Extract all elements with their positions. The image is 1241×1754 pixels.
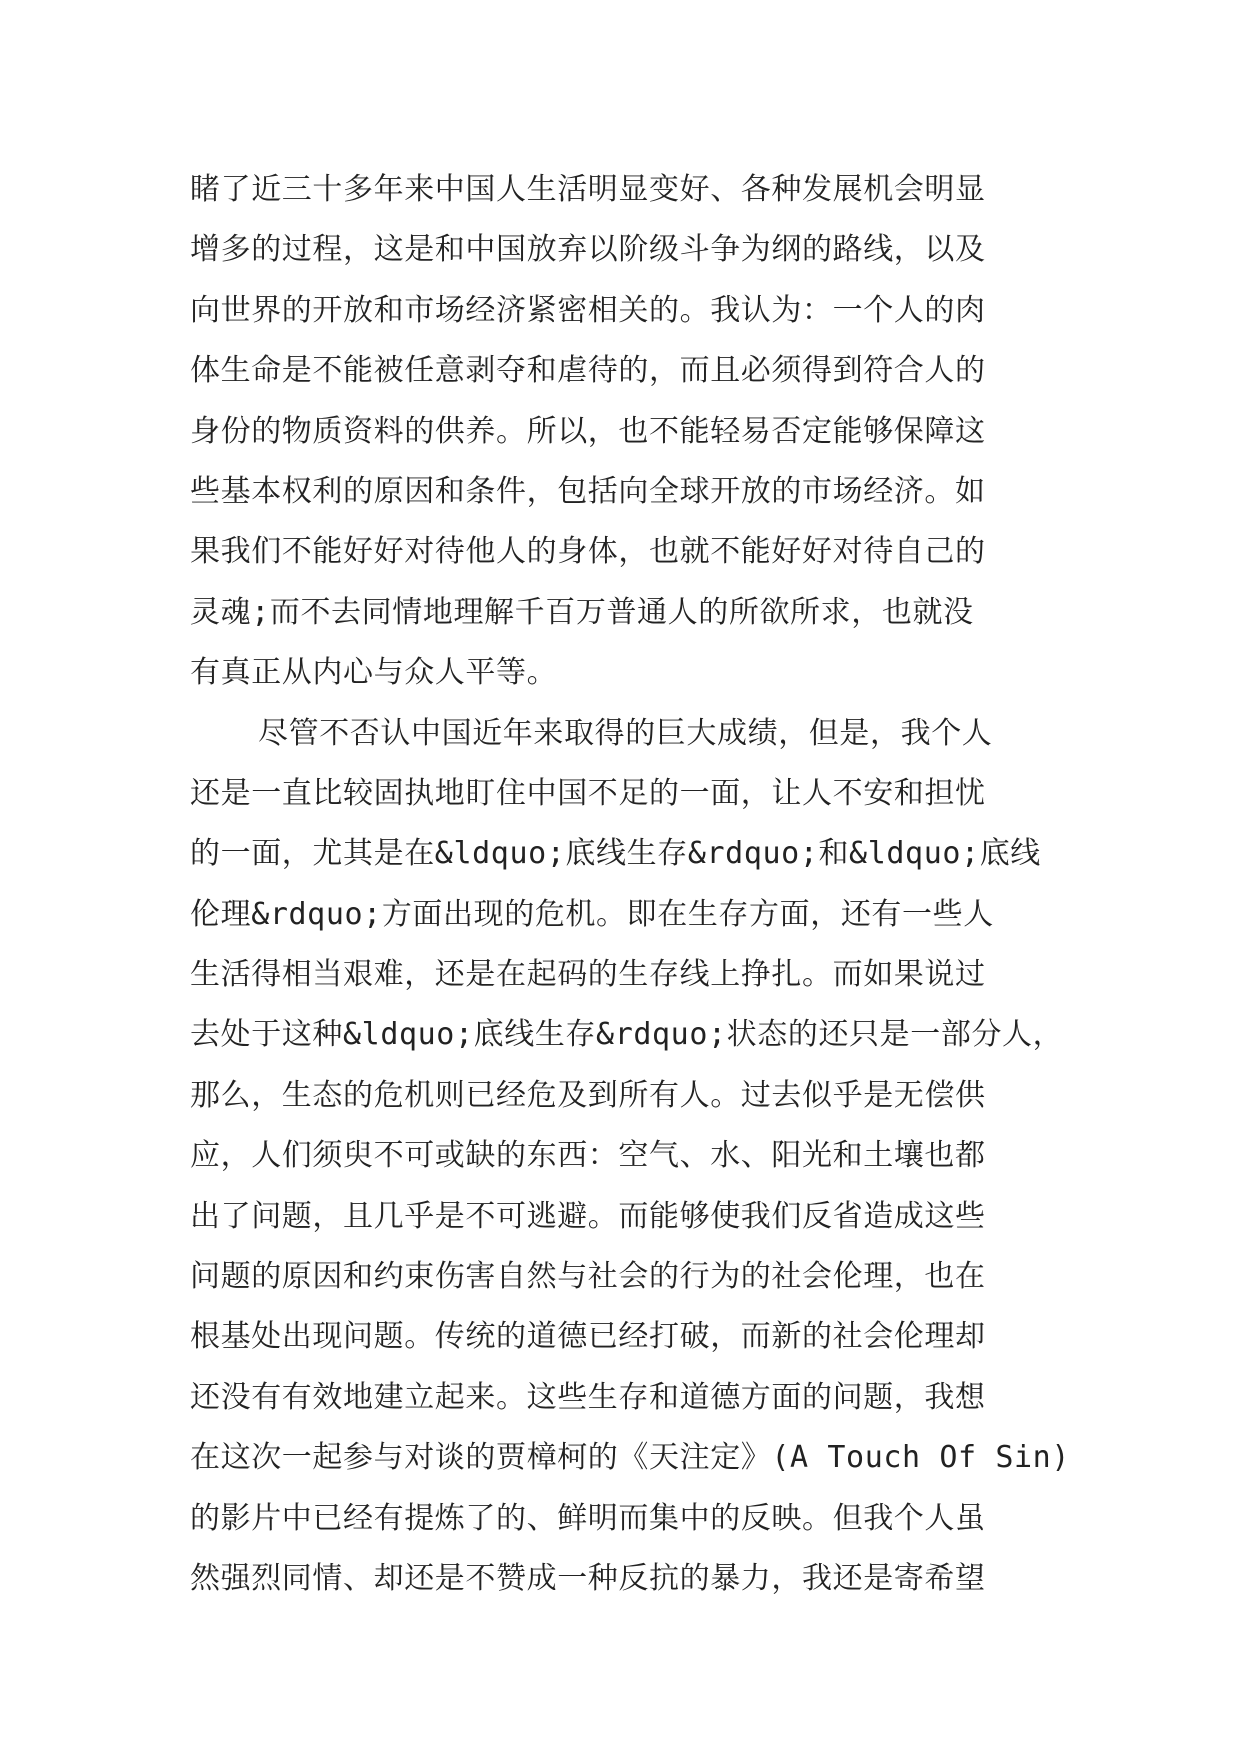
text-line: 灵魂;而不去同情地理解千百万普通人的所欲所求，也就没 (190, 594, 974, 630)
text-line: 伦理&rdquo;方面出现的危机。即在生存方面，还有一些人 (190, 896, 994, 932)
text-line: 增多的过程，这是和中国放弃以阶级斗争为纲的路线，以及 (190, 232, 986, 268)
paragraph-1 (190, 160, 1070, 704)
text-line: 果我们不能好好对待他人的身体，也就不能好好对待自己的 (190, 534, 986, 570)
text-line: 身份的物质资料的供养。所以，也不能轻易否定能够保障这 (190, 413, 986, 449)
text-line: 根基处出现问题。传统的道德已经打破，而新的社会伦理却 (190, 1319, 986, 1355)
text-line: 问题的原因和约束伤害自然与社会的行为的社会伦理，也在 (190, 1259, 986, 1295)
text-line: 的一面，尤其是在&ldquo;底线生存&rdquo;和&ldquo;底线 (190, 836, 1041, 872)
text-line: 然强烈同情、却还是不赞成一种反抗的暴力，我还是寄希望 (190, 1560, 986, 1596)
text-line: 去处于这种&ldquo;底线生存&rdquo;状态的还只是一部分人， (190, 1017, 1064, 1053)
text-line: 向世界的开放和市场经济紧密相关的。我认为：一个人的肉 (190, 292, 986, 328)
text-line: 还没有有效地建立起来。这些生存和道德方面的问题，我想 (190, 1379, 986, 1415)
text-line: 应，人们须臾不可或缺的东西：空气、水、阳光和土壤也都 (190, 1138, 986, 1174)
body-text (190, 160, 1070, 1609)
text-line: 尽管不否认中国近年来取得的巨大成绩，但是，我个人 (258, 715, 993, 751)
text-line: 有真正从内心与众人平等。 (190, 655, 558, 691)
text-line: 出了问题，且几乎是不可逃避。而能够使我们反省造成这些 (190, 1198, 986, 1234)
text-line: 生活得相当艰难，还是在起码的生存线上挣扎。而如果说过 (190, 957, 986, 993)
text-line: 的影片中已经有提炼了的、鲜明而集中的反映。但我个人虽 (190, 1500, 986, 1536)
text-line: 些基本权利的原因和条件，包括向全球开放的市场经济。如 (190, 473, 986, 509)
text-line: 在这次一起参与对谈的贾樟柯的《天注定》(A Touch Of Sin) (190, 1440, 1070, 1476)
paragraph-2 (190, 704, 1070, 1610)
text-line: 体生命是不能被任意剥夺和虐待的，而且必须得到符合人的 (190, 353, 986, 389)
text-line: 还是一直比较固执地盯住中国不足的一面，让人不安和担忧 (190, 775, 986, 811)
text-line: 那么，生态的危机则已经危及到所有人。过去似乎是无偿供 (190, 1077, 986, 1113)
text-line: 睹了近三十多年来中国人生活明显变好、各种发展机会明显 (190, 172, 986, 207)
